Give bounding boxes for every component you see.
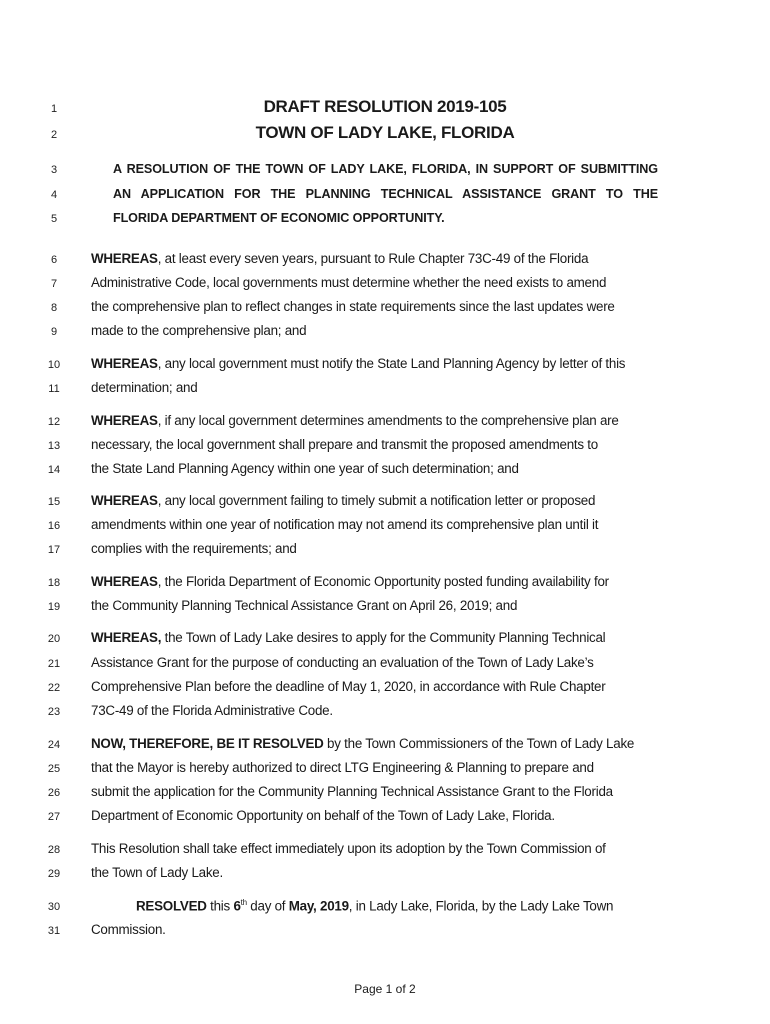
line-number: 2 <box>50 129 58 141</box>
document-title: DRAFT RESOLUTION 2019-105 <box>263 97 507 116</box>
line-number: 5 <box>50 213 58 225</box>
paragraph-line: the Community Planning Technical Assistance Grant on April 26, 2019; and <box>91 598 518 613</box>
line-number: 15 <box>47 496 61 508</box>
line-number: 19 <box>47 601 61 613</box>
resolution-heading-line: A RESOLUTION OF THE TOWN OF LADY LAKE, FLORIDA, IN SUPPORT OF SUBMITTING <box>113 162 658 176</box>
page-number-footer: Page 1 of 2 <box>354 982 416 996</box>
paragraph-line: amendments within one year of notification may not amend its comprehensive plan until it <box>91 517 599 532</box>
resolved-paragraph-line: NOW, THEREFORE, BE IT RESOLVED by the Town Commissioners of the Town of Lady Lake <box>91 736 635 751</box>
line-number: 1 <box>50 103 58 115</box>
paragraph-line: Administrative Code, local governments must determine whether the need exists to amend <box>91 275 607 290</box>
line-number: 22 <box>47 682 61 694</box>
line-number: 13 <box>47 440 61 452</box>
line-number: 18 <box>47 577 61 589</box>
paragraph-line: Department of Economic Opportunity on behalf of the Town of Lady Lake, Florida. <box>91 808 555 823</box>
line-number: 20 <box>47 633 61 645</box>
line-number: 23 <box>47 706 61 718</box>
line-number: 29 <box>47 868 61 880</box>
resolved-label: NOW, THEREFORE, BE IT RESOLVED <box>91 736 324 751</box>
line-number: 8 <box>50 302 58 314</box>
whereas-paragraph-line: WHEREAS, the Florida Department of Economic Opportunity posted funding availability for <box>91 574 609 589</box>
line-number: 31 <box>47 925 61 937</box>
whereas-label: WHEREAS <box>91 251 158 266</box>
line-number: 21 <box>47 658 61 670</box>
whereas-label: WHEREAS <box>91 574 158 589</box>
line-number: 17 <box>47 544 61 556</box>
paragraph-line: complies with the requirements; and <box>91 541 297 556</box>
whereas-paragraph-line: WHEREAS, at least every seven years, pursuant to Rule Chapter 73C-49 of the Florida <box>91 251 589 266</box>
line-number: 3 <box>50 164 58 176</box>
paragraph-line: Comprehensive Plan before the deadline of May 1, 2020, in accordance with Rule Chapter <box>91 679 606 694</box>
line-number: 14 <box>47 464 61 476</box>
paragraph-line: This Resolution shall take effect immediately upon its adoption by the Town Commission of <box>91 841 606 856</box>
paragraph-line: the State Land Planning Agency within one year of such determination; and <box>91 461 519 476</box>
whereas-label: WHEREAS <box>91 356 158 371</box>
line-number: 10 <box>47 359 61 371</box>
line-number: 11 <box>48 383 60 395</box>
paragraph-line: Assistance Grant for the purpose of conducting an evaluation of the Town of Lady Lake’s <box>91 655 594 670</box>
line-number: 12 <box>47 416 61 428</box>
line-number: 16 <box>47 520 61 532</box>
resolution-heading-line: FLORIDA DEPARTMENT OF ECONOMIC OPPORTUNITY. <box>113 211 445 225</box>
whereas-paragraph-line: WHEREAS, if any local government determines amendments to the comprehensive plan are <box>91 413 619 428</box>
line-number: 27 <box>47 811 61 823</box>
line-number: 28 <box>47 844 61 856</box>
whereas-paragraph-line: WHEREAS, the Town of Lady Lake desires to apply for the Community Planning Technical <box>91 630 606 645</box>
whereas-label: WHEREAS, <box>91 630 162 645</box>
resolved-word: RESOLVED <box>136 898 207 914</box>
line-number: 30 <box>47 901 61 913</box>
whereas-paragraph-line: WHEREAS, any local government must notify the State Land Planning Agency by letter of this <box>91 356 626 371</box>
line-number: 7 <box>50 278 58 290</box>
whereas-label: WHEREAS <box>91 413 158 428</box>
resolution-date: May, 2019 <box>288 898 349 914</box>
line-number: 9 <box>50 326 58 338</box>
paragraph-line: necessary, the local government shall prepare and transmit the proposed amendments to <box>91 437 598 452</box>
resolution-heading-line: AN APPLICATION FOR THE PLANNING TECHNICAL ASSISTANCE GRANT TO THE <box>113 187 658 201</box>
document-subtitle: TOWN OF LADY LAKE, FLORIDA <box>255 123 515 142</box>
paragraph-line: Commission. <box>91 922 166 937</box>
whereas-paragraph-line: WHEREAS, any local government failing to timely submit a notification letter or proposed <box>91 493 596 508</box>
line-number: 25 <box>47 763 61 775</box>
line-number: 26 <box>47 787 61 799</box>
paragraph-line: made to the comprehensive plan; and <box>91 323 307 338</box>
paragraph-line: determination; and <box>91 380 198 395</box>
paragraph-line: the comprehensive plan to reflect changes in state requirements since the last updates were <box>91 299 615 314</box>
paragraph-line: the Town of Lady Lake. <box>91 865 223 880</box>
line-number: 4 <box>50 189 58 201</box>
line-number: 6 <box>50 254 58 266</box>
paragraph-line: that the Mayor is hereby authorized to direct LTG Engineering & Planning to prepare and <box>91 760 594 775</box>
line-number: 24 <box>47 739 61 751</box>
paragraph-line: submit the application for the Community Planning Technical Assistance Grant to the Florida <box>91 784 613 799</box>
resolved-date-line: RESOLVED this 6th day of May, 2019, in Lady Lake, Florida, by the Lady Lake Town <box>136 898 614 914</box>
paragraph-line: 73C-49 of the Florida Administrative Code. <box>91 703 333 718</box>
whereas-label: WHEREAS <box>91 493 158 508</box>
